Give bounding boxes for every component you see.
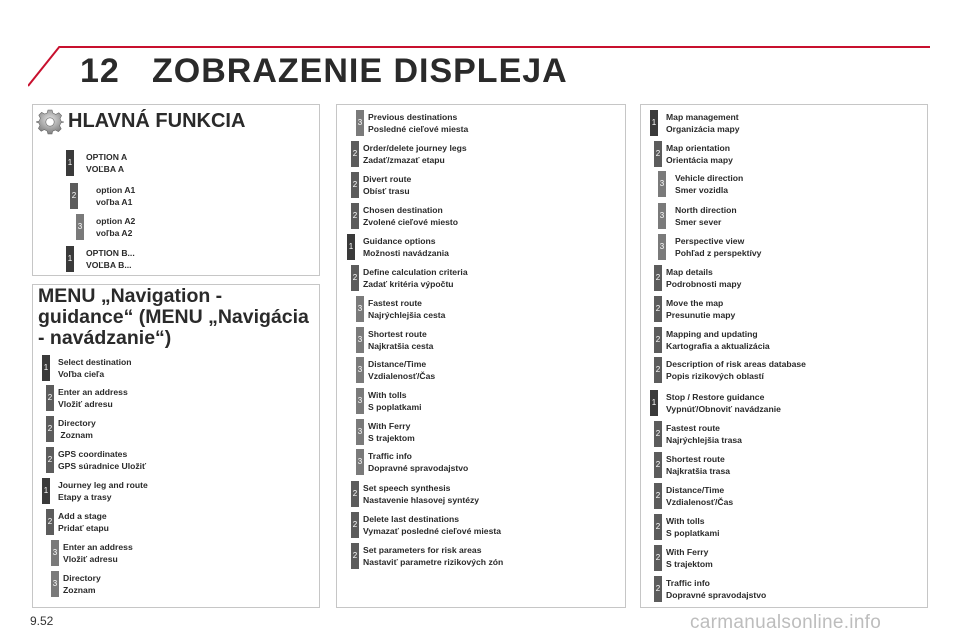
entry-label-en: Divert route [363,174,412,184]
entry-label-sk: Nastavenie hlasovej syntézy [363,495,480,505]
entry-label-sk: Možnosti navádzania [363,248,449,258]
entry-label-en: Guidance options [363,236,436,246]
entry-label-sk: Zadať/zmazať etapu [363,155,445,165]
level-badge: 3 [356,327,364,353]
level-badge: 2 [351,141,359,167]
entry-label-en: Directory [63,573,101,583]
level-badge: 3 [356,357,364,383]
level-badge: 2 [654,514,662,540]
level-badge: 1 [650,390,658,416]
entry-label-sk: Vypnúť/Obnoviť navádzanie [666,404,781,414]
entry-label-sk: Pohľad z perspektívy [675,248,762,258]
level-badge: 2 [351,512,359,538]
level-badge: 1 [347,234,355,260]
entry-label-en: Map management [666,112,739,122]
level-badge: 3 [51,540,59,566]
entry-label-en: Journey leg and route [58,480,148,490]
entry-label-en: North direction [675,205,737,215]
level-badge: 3 [356,419,364,445]
entry-label-en: GPS coordinates [58,449,128,459]
entry-label-en: Delete last destinations [363,514,459,524]
entry-label-en: Select destination [58,357,132,367]
entry-label-sk: Najkratšia cesta [368,341,434,351]
entry-label-en: Add a stage [58,511,107,521]
level-badge: 3 [356,449,364,475]
entry-label-sk: Dopravné spravodajstvo [666,590,767,600]
entry-label-sk: Podrobnosti mapy [666,279,742,289]
level-badge: 1 [42,478,50,504]
entry-label-en: Map details [666,267,713,277]
entry-label-sk: GPS súradnice Uložiť [58,461,147,471]
level-badge: 2 [654,545,662,571]
entry-label-en: With tolls [666,516,705,526]
level-badge: 3 [76,214,84,240]
entry-label-sk: VOĽBA A [86,164,125,174]
level-badge: 2 [654,265,662,291]
entry-label-en: Map orientation [666,143,730,153]
level-badge: 2 [654,576,662,602]
entry-label-sk: Posledné cieľové miesta [368,124,469,134]
level-badge: 2 [46,509,54,535]
level-badge: 3 [51,571,59,597]
entry-label-sk: Kartografia a aktualizácia [666,341,770,351]
gear-icon [36,108,64,136]
level-badge: 3 [658,203,666,229]
entry-label-sk: Presunutie mapy [666,310,736,320]
watermark: carmanualsonline.info [690,612,882,633]
entry-label-sk: Najrýchlejšia trasa [666,435,742,445]
level-badge: 2 [654,452,662,478]
level-badge: 3 [658,171,666,197]
entry-label-en: Set speech synthesis [363,483,451,493]
entry-label-en: option A1 [96,185,136,195]
entry-label-en: Shortest route [368,329,427,339]
entry-label-sk: Smer vozidla [675,185,729,195]
entry-label-sk: Voľba cieľa [58,369,105,379]
level-badge: 2 [654,357,662,383]
level-badge: 1 [650,110,658,136]
entry-label-en: option A2 [96,216,136,226]
entry-label-en: Directory [58,418,96,428]
entry-label-sk: voľba A2 [96,228,133,238]
entry-label-en: Define calculation criteria [363,267,468,277]
level-badge: 2 [654,327,662,353]
entry-label-sk: Popis rizikových oblastí [666,371,764,381]
entry-label-en: With Ferry [368,421,411,431]
level-badge: 2 [46,416,54,442]
entry-label-en: Chosen destination [363,205,443,215]
entry-label-sk: Organizácia mapy [666,124,740,134]
level-badge: 3 [658,234,666,260]
main-function-heading: HLAVNÁ FUNKCIA [68,110,246,132]
entry-label-sk: Zoznam [63,585,96,595]
entry-label-en: With Ferry [666,547,709,557]
entry-label-en: Stop / Restore guidance [666,392,765,402]
level-badge: 2 [654,483,662,509]
entry-label-en: Distance/Time [368,359,427,369]
level-badge: 2 [351,172,359,198]
entry-label-en: Order/delete journey legs [363,143,467,153]
entry-label-sk: Zoznam [58,430,93,440]
entry-label-en: OPTION B... [86,248,135,258]
entry-label-sk: S poplatkami [666,528,720,538]
entry-label-sk: Zvolené cieľové miesto [363,217,459,227]
entry-label-sk: Vymazať posledné cieľové miesta [363,526,501,536]
entry-label-sk: Najkratšia trasa [666,466,731,476]
entry-label-sk: S poplatkami [368,402,422,412]
entry-label-en: Perspective view [675,236,745,246]
entry-label-en: Enter an address [63,542,133,552]
entry-label-en: Fastest route [666,423,720,433]
level-badge: 3 [356,296,364,322]
entry-label-sk: Dopravné spravodajstvo [368,463,469,473]
level-badge: 2 [46,447,54,473]
page-number: 9.52 [30,614,54,628]
entry-label-sk: Nastaviť parametre rizikových zón [363,557,504,567]
entry-label-en: Move the map [666,298,724,308]
level-badge: 2 [351,481,359,507]
chapter-number: 12 [80,52,120,90]
level-badge: 1 [66,246,74,272]
entry-label-en: Traffic info [666,578,710,588]
entry-label-en: Previous destinations [368,112,458,122]
entry-label-en: Mapping and updating [666,329,758,339]
level-badge: 1 [42,355,50,381]
page-title: ZOBRAZENIE DISPLEJA [152,52,568,90]
entry-label-sk: VOĽBA B... [86,260,132,270]
entry-label-sk: Smer sever [675,217,722,227]
level-badge: 2 [46,385,54,411]
menu-heading: MENU „Navigation - guidance“ (MENU „Navigácia - navádzanie“) [38,285,309,349]
entry-label-en: With tolls [368,390,407,400]
level-badge: 2 [70,183,78,209]
level-badge: 2 [351,203,359,229]
level-badge: 2 [351,265,359,291]
entry-label-sk: Etapy a trasy [58,492,112,502]
entry-label-en: Vehicle direction [675,173,744,183]
entry-label-en: Fastest route [368,298,422,308]
entry-label-sk: Vzdialenosť/Čas [368,371,436,381]
entry-label-sk: Vložiť adresu [63,554,118,564]
entry-label-sk: Najrýchlejšia cesta [368,310,446,320]
entry-label-sk: S trajektom [666,559,713,569]
level-badge: 3 [356,388,364,414]
entry-label-sk: voľba A1 [96,197,133,207]
entry-label-sk: Zadať kritéria výpočtu [363,279,454,289]
level-badge: 2 [654,296,662,322]
entry-label-en: Shortest route [666,454,725,464]
entry-label-sk: Pridať etapu [58,523,109,533]
entry-label-sk: Obísť trasu [363,186,410,196]
entry-label-sk: Vzdialenosť/Čas [666,497,734,507]
entry-label-sk: S trajektom [368,433,415,443]
entry-label-en: OPTION A [86,152,128,162]
entry-label-en: Description of risk areas database [666,359,806,369]
entry-label-sk: Vložiť adresu [58,399,113,409]
level-badge: 3 [356,110,364,136]
level-badge: 2 [654,141,662,167]
entry-label-en: Set parameters for risk areas [363,545,482,555]
level-badge: 2 [654,421,662,447]
level-badge: 1 [66,150,74,176]
entry-label-sk: Orientácia mapy [666,155,733,165]
entry-label-en: Enter an address [58,387,128,397]
entry-label-en: Distance/Time [666,485,725,495]
level-badge: 2 [351,543,359,569]
entry-label-en: Traffic info [368,451,412,461]
